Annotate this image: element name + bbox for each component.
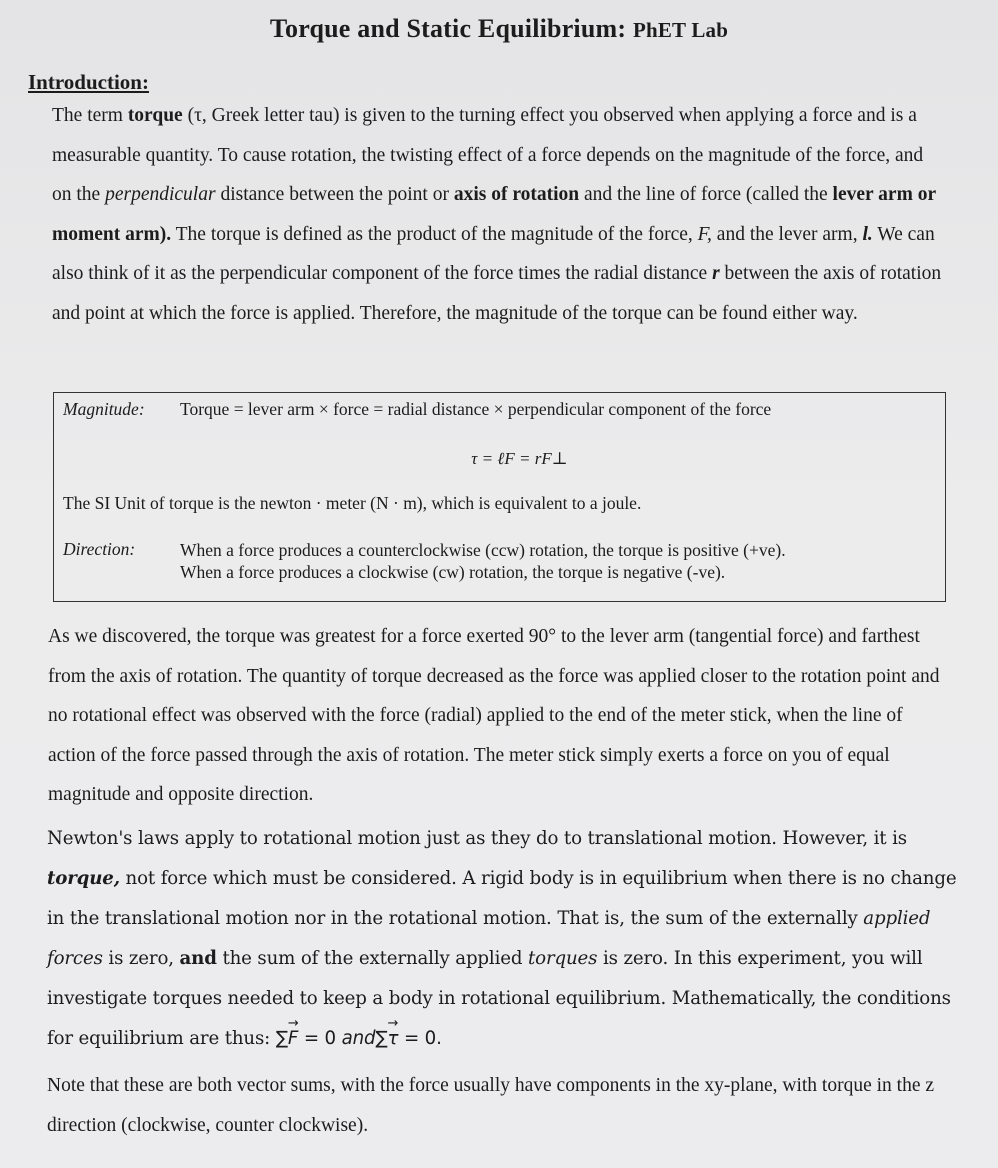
text-run: = 0 [298,1028,342,1049]
magnitude-label-row [63,399,145,420]
text-run: the sum of the externally applied [216,948,528,969]
intro-paragraph [52,96,942,333]
equilibrium-paragraph [47,819,957,1059]
magnitude-label: Magnitude: [63,399,145,419]
text-run: torque [127,105,183,126]
text-run: ∑ [275,1028,288,1049]
text-run: and [341,1028,376,1049]
text-run: applied forces [47,908,931,969]
torque-definition-box [53,392,946,602]
page-title [0,14,998,44]
magnitude-text: Torque = lever arm × force = radial distance × perpendicular component of the force [180,399,772,419]
text-run: and the line of force (called the [579,184,833,205]
text-run: The torque is defined as the product of the magnitude of the force, [171,223,698,245]
text-run: between the axis of rotation and point at which the force is applied. Therefore, the magnitude of the torque can be found either way. [52,263,942,324]
text-run: We can also think of it as the perpendicular component of the force times the radial distance [52,223,935,284]
direction-label-row [63,539,135,560]
text-run: Newton's laws apply to rotational motion just as they do to translational motion. However, it is [47,828,907,849]
text-run: torque, [47,868,120,889]
si-unit-text: The SI Unit of torque is the newton · meter (N · m), which is equivalent to a joule. [63,493,642,513]
text-run: lever arm or moment arm). [52,184,936,245]
torque-formula: τ = ℓF = rF⊥ [471,449,568,468]
text-run: r [712,263,720,284]
text-run: torques [528,948,598,969]
discovery-paragraph [48,617,948,815]
text-run: As we discovered, the torque was greatest for a force exerted 90° to the lever arm (tangential force) and farthest from the axis of rotation. The quantity of torque decreased as the force was applied closer to the rotation point and no rotational effect was observed with the force (radial) applied to the end of the meter stick, when the line of action of the force passed through the axis of rotation. The meter stick simply exerts a force on you of equal magnitude and opposite direction. [48,626,940,805]
text-run: ∑ [375,1028,388,1049]
text-run: and the lever arm, [711,223,863,245]
text-run: → τ [388,1019,399,1059]
text-run: not force which must be considered. A rigid body is in equilibrium when there is no change in the translational motion nor in the rotational motion. That is, the sum of the externally [47,868,957,929]
intro-heading: Introduction: [28,70,149,94]
text-run: = 0. [398,1028,442,1049]
text-run: perpendicular [105,184,216,205]
text-run: → F [288,1019,298,1059]
text-run: is zero, [102,948,180,969]
direction-label: Direction: [63,539,136,559]
text-run: axis of rotation [453,184,580,205]
text-run: distance between the point or [215,184,454,205]
title-suffix: PhET Lab [632,18,729,42]
text-run: F, [697,223,712,245]
title-main: Torque and Static Equilibrium: [269,14,633,43]
text-run: (τ, Greek letter tau) is given to the turning effect you observed when applying a force and is a measurable quantity. To cause rotation, the twisting effect of a force depends on the magnitude of the force, and on the [52,105,924,205]
text-run: Note that these are both vector sums, with the force usually have components in the xy-plane, with torque in the z direction (clockwise, counter clockwise). [47,1075,935,1136]
text-run: l. [862,223,873,245]
vector-sum-note [47,1066,957,1145]
direction-text [180,539,786,583]
text-run: The term [52,105,128,126]
direction-cw-line: When a force produces a clockwise (cw) rotation, the torque is negative (-ve). [180,562,726,582]
text-run: is zero. In this experiment, you will investigate torques needed to keep a body in rotational equilibrium. Mathematically, the conditions for equilibrium are thus: [47,948,951,1049]
direction-ccw-line: When a force produces a counterclockwise (ccw) rotation, the torque is positive (+ve). [180,540,786,560]
text-run: and [179,948,217,969]
